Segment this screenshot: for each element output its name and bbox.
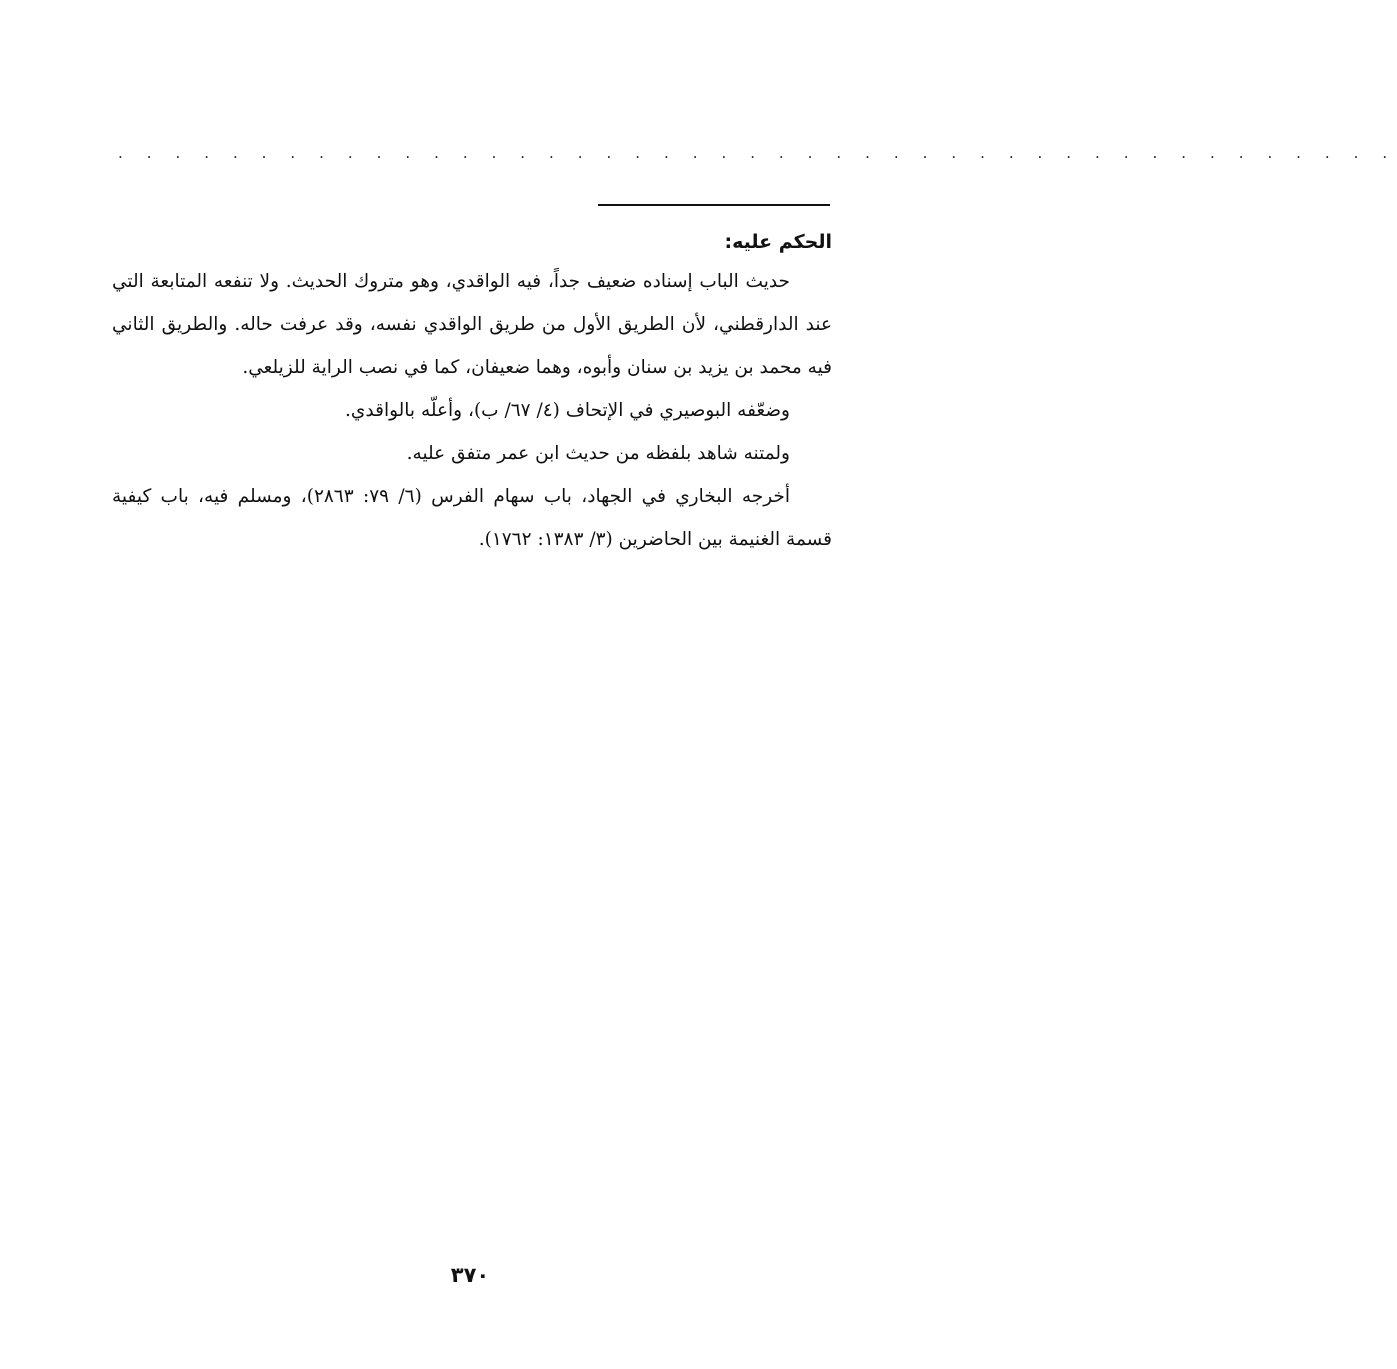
paragraph-ruling: حديث الباب إسناده ضعيف جداً، فيه الواقدي، وهو متروك الحديث. ولا تنفعه المتابعة التي عند الدارقطني، لأن الطريق الأول من طريق الواقدي نفسه، وقد عرفت حاله. والطريق الثاني فيه محمد بن يزيد بن سنان وأبوه، وهما ضعيفان، كما في نصب الراية للزيلعي. bbox=[112, 271, 832, 378]
dotted-separator: . . . . . . . . . . . . . . . . . . . . . . . . . . . . . . . . . . . . . . . . . . . . . bbox=[118, 144, 1397, 162]
main-text bbox=[112, 224, 832, 561]
section-heading: الحكم عليه: bbox=[724, 231, 832, 253]
paragraph-shahid: ولمتنه شاهد بلفظه من حديث ابن عمر متفق عليه. bbox=[406, 443, 790, 464]
paragraph-takhrij: أخرجه البخاري في الجهاد، باب سهام الفرس (٦/ ٧٩: ٢٨٦٣)، ومسلم فيه، باب كيفية قسمة الغنيمة بين الحاضرين (٣/ ١٣٨٣: ١٧٦٢). bbox=[112, 486, 832, 550]
page-number: ٣٧٠ bbox=[450, 1263, 490, 1287]
section-rule bbox=[598, 204, 830, 206]
paragraph-busiri: وضعّفه البوصيري في الإتحاف (٤/ ٦٧/ ب)، وأعلّه بالواقدي. bbox=[345, 400, 790, 421]
